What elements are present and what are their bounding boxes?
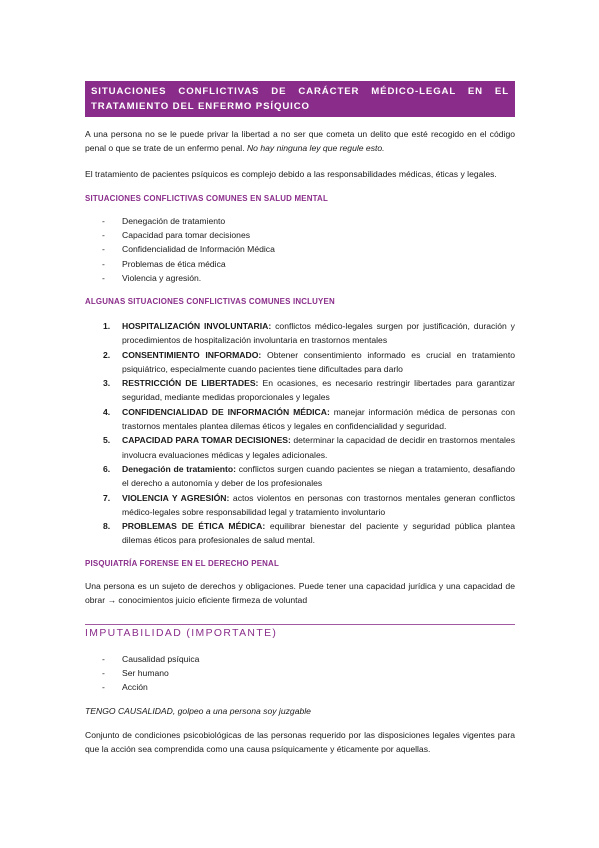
causality-example: TENGO CAUSALIDAD, golpeo a una persona soy juzgable	[85, 706, 311, 716]
item-description: Obtener consentimiento informado es crucial en tratamiento psiquiátrico, especialmente cuando pacientes tiene dificultades para darlo	[122, 349, 515, 374]
item-label: HOSPITALIZACIÓN INVOLUNTARIA:	[122, 321, 272, 331]
item-label: CAPACIDAD PARA TOMAR DECISIONES:	[122, 435, 291, 446]
item-number: 7.	[103, 492, 111, 503]
imputability-item	[85, 652, 515, 666]
common-situation-item	[85, 214, 515, 228]
numbered-situation-item	[85, 491, 515, 519]
section-heading-common-situations: SITUACIONES CONFLICTIVAS COMUNES EN SALUD MENTAL	[85, 194, 328, 203]
item-description: En ocasiones, es necesario restringir libertades para garantizar seguridad, mediante medidas proporcionales y legales	[122, 378, 515, 403]
common-situation-item-text: Violencia y agresión.	[122, 272, 202, 283]
dash-bullet: -	[102, 682, 105, 693]
document-title: SITUACIONES CONFLICTIVAS DE CARÁCTER MÉDICO-LEGAL EN EL TRATAMIENTO DEL ENFERMO PSÍQUICO	[85, 81, 515, 117]
intro-paragraph	[85, 127, 515, 155]
dash-bullet: -	[102, 258, 105, 269]
common-situations-list	[85, 214, 515, 285]
item-description: manejar información médica de personas con trastornos mentales plantea dilemas éticos y legales en confidencialidad y seguridad.	[122, 406, 515, 431]
dash-bullet: -	[102, 654, 105, 664]
numbered-situation-item	[85, 348, 515, 376]
common-situation-item	[85, 271, 515, 285]
item-label: PROBLEMAS DE ÉTICA MÉDICA:	[122, 521, 266, 532]
common-situation-item	[85, 242, 515, 256]
item-label: CONFIDENCIALIDAD DE INFORMACIÓN MÉDICA:	[122, 406, 330, 417]
complexity-paragraph: El tratamiento de pacientes psíquicos es complejo debido a las responsabilidades médicas, éticas y legales.	[85, 169, 497, 179]
item-label: RESTRICCIÓN DE LIBERTADES:	[122, 378, 259, 389]
intro-text: A una persona no se le puede privar la libertad a no ser que cometa un delito que esté recogido en el código penal o que se trate de un enfermo penal.	[85, 129, 515, 154]
common-situation-item-text: Confidencialidad de Información Médica	[122, 244, 275, 255]
section-heading-forensic-psychiatry: PISQUIATRÍA FORENSE EN EL DERECHO PENAL	[85, 559, 279, 568]
imputability-definition: Conjunto de condiciones psicobiológicas de las personas requerido por las disposiciones legales vigentes para que la acción sea comprendida como una causa psíquicamente y éticamente por aquellas.	[85, 730, 515, 755]
numbered-situation-item	[85, 405, 515, 433]
common-situation-item	[85, 257, 515, 271]
numbered-situation-item	[85, 376, 515, 404]
common-situation-item-text: Denegación de tratamiento	[122, 216, 226, 226]
common-situation-item-text: Capacidad para tomar decisiones	[122, 230, 251, 241]
forensic-paragraph: Una persona es un sujeto de derechos y obligaciones. Puede tener una capacidad jurídica y una capacidad de obrar → conocimientos juicio eficiente firmeza de voluntad	[85, 581, 515, 606]
imputability-item-text: Acción	[122, 682, 148, 693]
item-number: 6.	[103, 463, 111, 474]
item-description: equilibrar bienestar del paciente y seguridad pública plantea dilemas éticos para profesionales de salud mental.	[122, 521, 516, 546]
item-label: CONSENTIMIENTO INFORMADO:	[122, 349, 262, 360]
dash-bullet: -	[102, 272, 105, 283]
item-description: actos violentos en personas con trastornos mentales generan conflictos médico-legales sobre responsabilidad legal y tratamiento involuntario	[122, 492, 515, 517]
imputability-item	[85, 666, 515, 680]
section-divider	[85, 624, 515, 625]
numbered-situation-item	[85, 319, 515, 347]
section-heading-some-situations: ALGUNAS SITUACIONES CONFLICTIVAS COMUNES INCLUYEN	[85, 297, 335, 306]
intro-italic-note: No hay ninguna ley que regule esto.	[246, 143, 385, 154]
item-label: Denegación de tratamiento:	[122, 463, 236, 474]
item-number: 1.	[103, 321, 111, 331]
item-number: 3.	[103, 378, 111, 389]
item-number: 4.	[103, 406, 111, 417]
numbered-situation-item	[85, 433, 515, 461]
item-description: conflictos médico-legales surgen por justificación, duración y procedimientos de hospitalización involuntaria en trastornos mentales	[122, 321, 515, 346]
imputability-list	[85, 652, 515, 695]
imputability-item	[85, 680, 515, 694]
item-description: conflictos surgen cuando pacientes se niegan a tratamiento, desafiando el derecho a autonomía y deber de los profesionales	[122, 463, 515, 489]
numbered-situation-item	[85, 519, 515, 547]
numbered-situation-item	[85, 462, 515, 490]
item-number: 8.	[103, 521, 111, 532]
imputability-item-text: Ser humano	[122, 668, 169, 679]
dash-bullet: -	[102, 244, 105, 255]
numbered-situations-list	[85, 319, 515, 548]
item-number: 5.	[103, 435, 111, 446]
item-label: VIOLENCIA Y AGRESIÓN:	[122, 492, 230, 503]
section-heading-imputability: IMPUTABILIDAD (IMPORTANTE)	[85, 628, 278, 639]
dash-bullet: -	[102, 216, 105, 226]
common-situation-item-text: Problemas de ética médica	[122, 258, 226, 269]
item-description: determinar la capacidad de decidir en trastornos mentales involucra evaluaciones médicas y legales adicionales.	[122, 435, 515, 460]
dash-bullet: -	[102, 230, 105, 241]
dash-bullet: -	[102, 668, 105, 679]
common-situation-item	[85, 228, 515, 242]
item-number: 2.	[103, 349, 111, 360]
imputability-item-text: Causalidad psíquica	[122, 654, 200, 664]
